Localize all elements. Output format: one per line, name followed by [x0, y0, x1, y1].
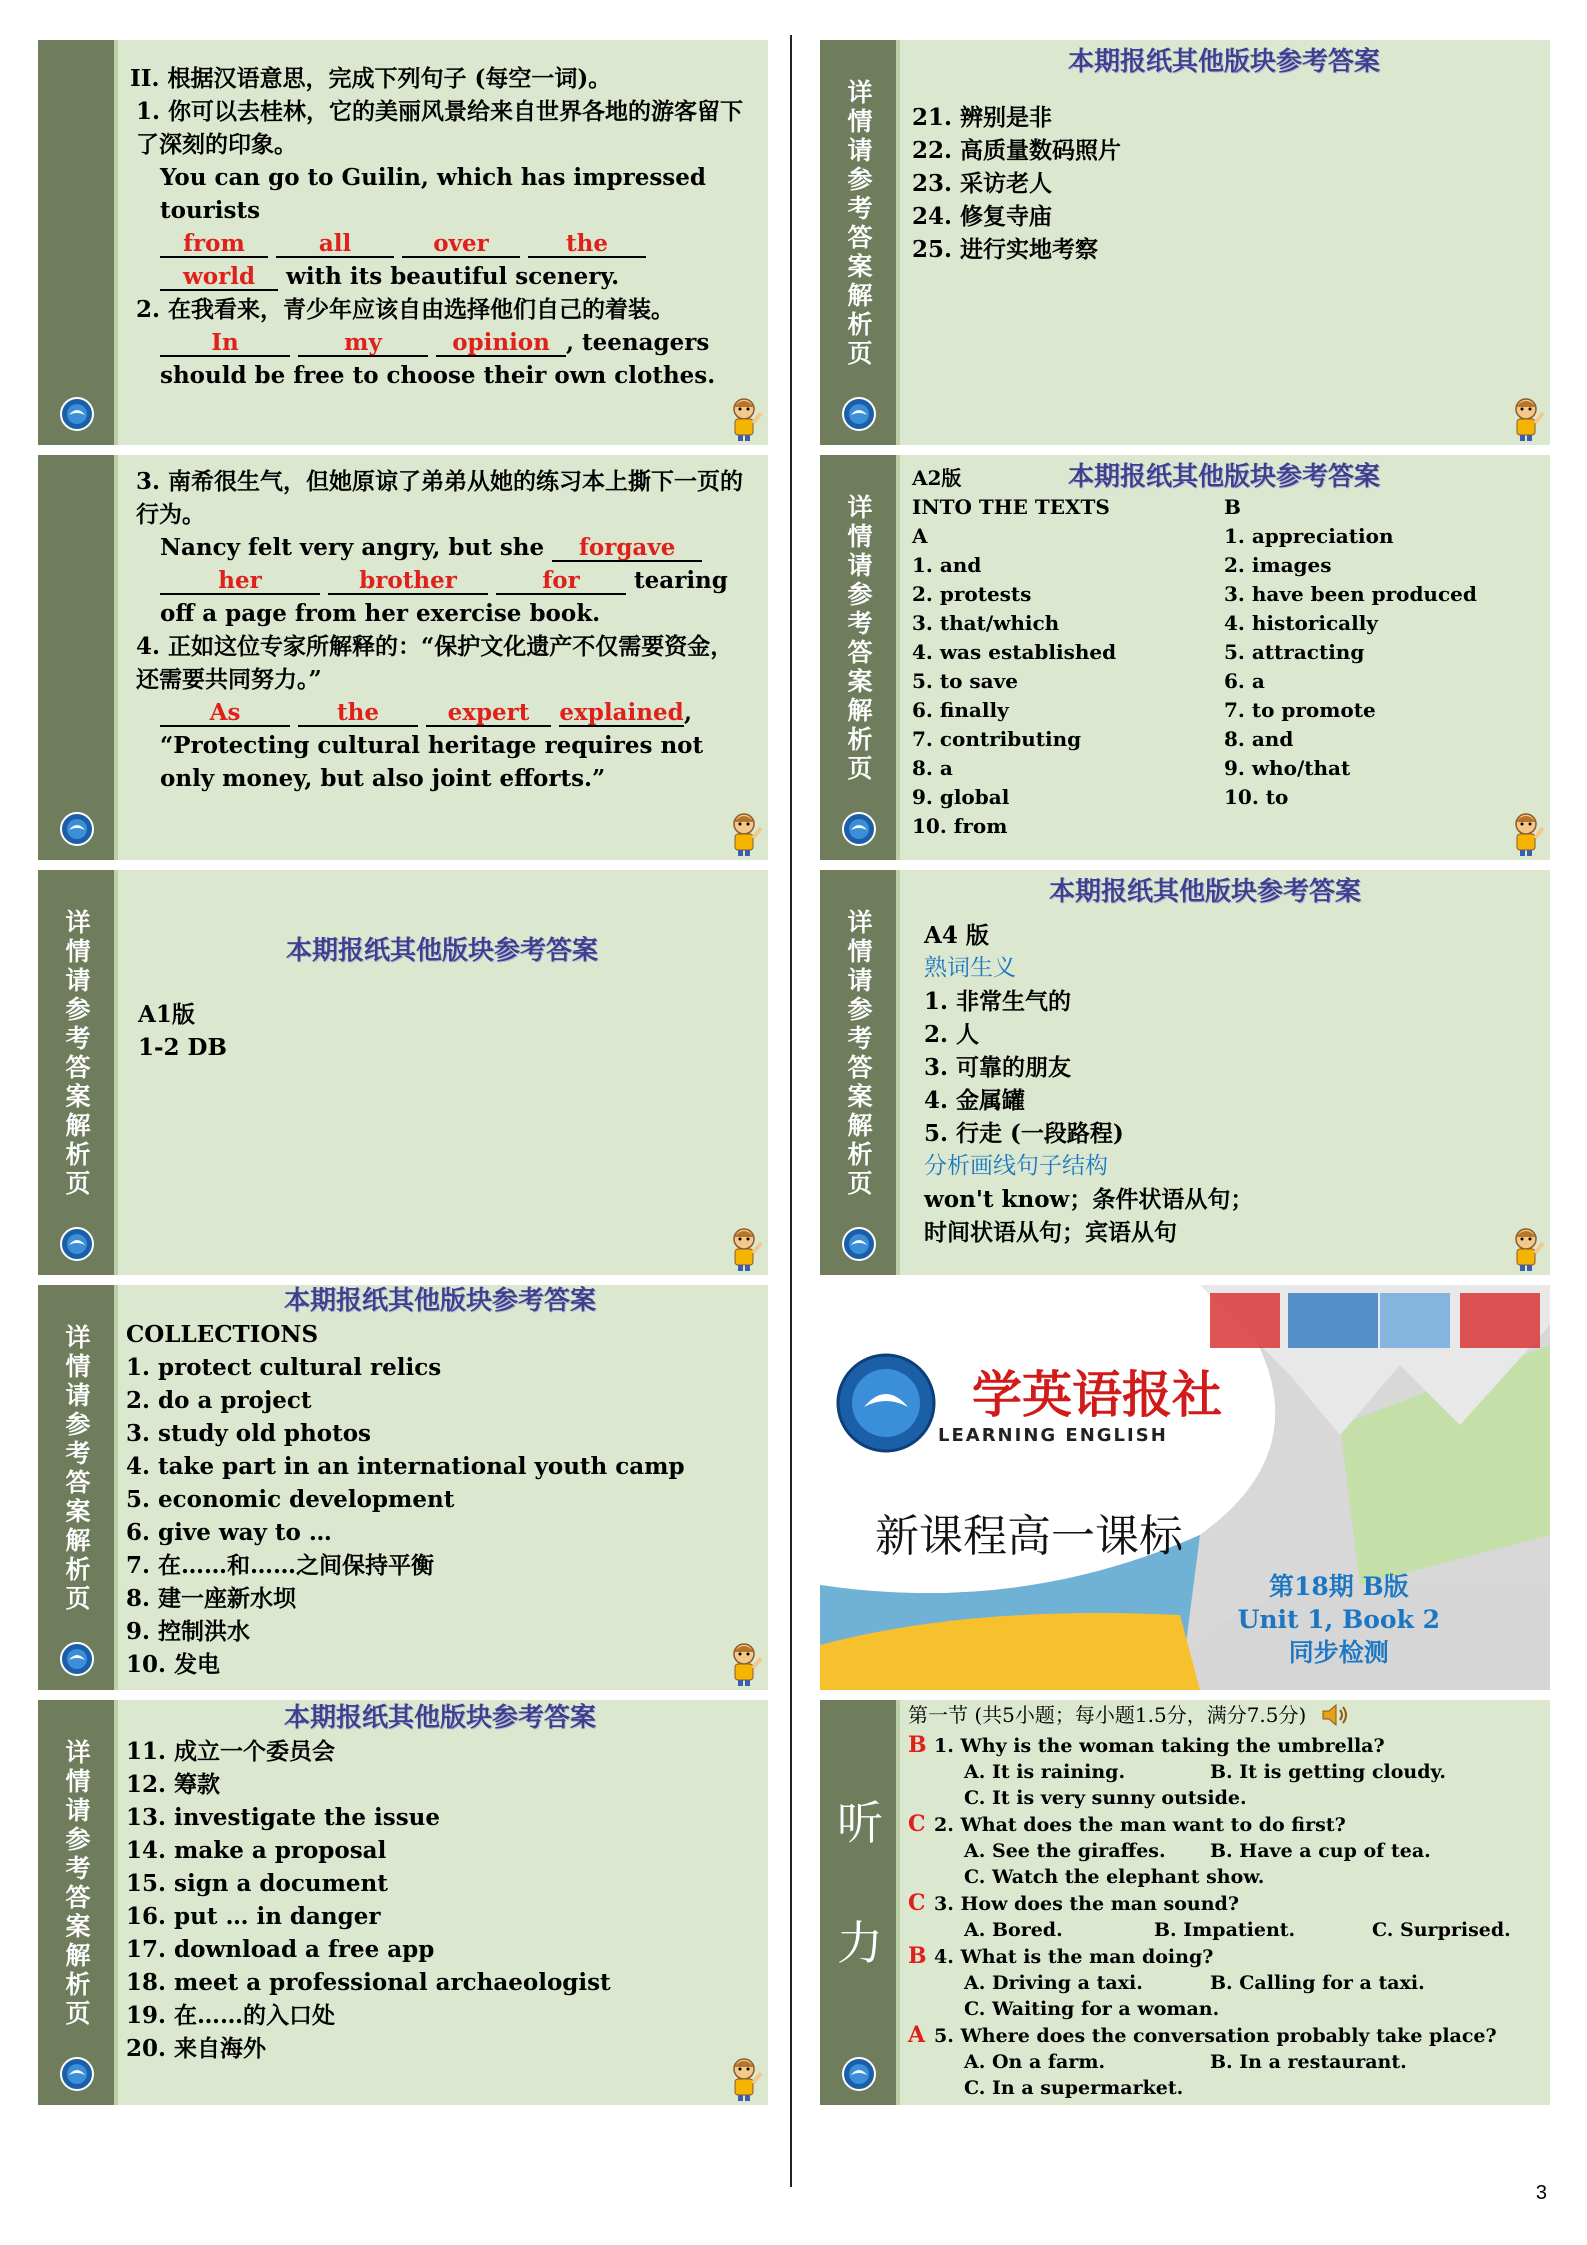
q4-option-a: A. Driving a taxi. [964, 1972, 1143, 1994]
list-item: 2. images [1224, 553, 1332, 577]
list-item: 9. global [912, 785, 1010, 809]
q2-blank-2: my [298, 331, 428, 357]
list-item: 22. 高质量数码照片 [912, 137, 1122, 164]
side-label: 详 情 请 参 考 答 案 解 析 页 [847, 907, 873, 1198]
column-divider [790, 35, 792, 2187]
list-item: 1. protect cultural relics [126, 1354, 442, 1381]
q1-option-a: A. It is raining. [964, 1761, 1126, 1783]
a2-edition: A2版 [912, 466, 962, 490]
q3-text: 3. How does the man sound? [934, 1893, 1239, 1915]
q3-blank-3: brother [328, 569, 488, 595]
press-english: LEARNING ENGLISH [938, 1425, 1168, 1446]
press-logo-icon [60, 812, 94, 846]
course-title: 新课程高一课标 [875, 1511, 1183, 1562]
list-item: 16. put … in danger [126, 1903, 381, 1930]
slide-a2-answers [820, 455, 1550, 860]
q1-chinese: 1. 你可以去桂林，它的美丽风景给来自世界各地的游客留下了深刻的印象。 [136, 98, 744, 158]
a1-edition: A1版 [138, 1001, 195, 1028]
a4-subheading-1: 熟词生义 [924, 955, 1016, 981]
exercise-heading: II. 根据汉语意思，完成下列句子 (每空一词)。 [130, 65, 612, 92]
list-item: 20. 来自海外 [126, 2035, 267, 2062]
press-logo-icon [60, 1227, 94, 1261]
a4-line-1: won't know；条件状语从句； [924, 1186, 1254, 1213]
q1-answer: B [908, 1732, 927, 1758]
q3-tail: tearing [634, 567, 728, 594]
list-item: 12. 筹款 [126, 1771, 221, 1798]
q1-tail: with its beautiful scenery. [286, 263, 620, 290]
press-logo-icon [842, 2057, 876, 2091]
q5-option-b: B. In a restaurant. [1210, 2051, 1407, 2073]
q1-blank-4: the [528, 232, 646, 258]
list-item: 9. who/that [1224, 756, 1351, 780]
list-item: 13. investigate the issue [126, 1804, 441, 1831]
kind-label: 同步检测 [1288, 1638, 1389, 1667]
press-logo-icon [60, 1642, 94, 1676]
list-item: 7. 在……和……之间保持平衡 [126, 1552, 435, 1579]
q3-chinese: 3. 南希很生气，但她原谅了弟弟从她的练习本上撕下一页的行为。 [136, 468, 744, 528]
q1-english: You can go to Guilin, which has impressed tourists [160, 164, 706, 224]
q2-option-c: C. Watch the elephant show. [964, 1866, 1265, 1888]
side-label: 详 情 请 参 考 答 案 解 析 页 [847, 77, 873, 368]
q1-text: 1. Why is the woman taking the umbrella? [934, 1735, 1385, 1757]
q3-option-b: B. Impatient. [1154, 1919, 1296, 1941]
list-item: 7. contributing [912, 727, 1082, 751]
q2-blank-1: In [160, 331, 290, 357]
slide-a4-answers [820, 870, 1550, 1275]
list-item: 2. do a project [126, 1387, 312, 1414]
q2-text: 2. What does the man want to do first? [934, 1814, 1346, 1836]
q4-option-c: C. Waiting for a woman. [964, 1998, 1220, 2020]
list-item: 4. 金属罐 [924, 1087, 1026, 1114]
list-item: 24. 修复寺庙 [912, 203, 1053, 230]
q3-blank-1: forgave [552, 536, 702, 562]
list-item: 1. and [912, 553, 982, 577]
a4-edition: A4 版 [924, 922, 989, 949]
list-item: 23. 采访老人 [912, 170, 1053, 197]
side-label: 详 情 请 参 考 答 案 解 析 页 [847, 492, 873, 783]
list-item: 5. to save [912, 669, 1018, 693]
a1-answer: 1-2 DB [138, 1034, 227, 1061]
slide-collections [38, 1285, 768, 1690]
slide-translation-2: 3. 南希很生气，但她原谅了弟弟从她的练习本上撕下一页的行为。 Nancy felt very angry, but she forgave her brother for tearing off a page from her exercise book. 4. 正如这位专家所解释的：“保护文化遗产不仅需要资金，还需要共同努力。” As the expert explained, “Protecting cultural heritage requires not only money, but also joint efforts.” [38, 455, 768, 860]
a4-line-2: 时间状语从句；宾语从句 [924, 1219, 1177, 1246]
list-item: 15. sign a document [126, 1870, 388, 1897]
list-item: 25. 进行实地考察 [912, 236, 1099, 263]
list-item: 3. that/which [912, 611, 1060, 635]
q3-option-a: A. Bored. [964, 1919, 1063, 1941]
list-item: 10. from [912, 814, 1008, 838]
slide-side-bar [38, 40, 118, 445]
q1-option-b: B. It is getting cloudy. [1210, 1761, 1446, 1783]
list-item: 17. download a free app [126, 1936, 435, 1963]
list-item: 3. 可靠的朋友 [924, 1054, 1072, 1081]
q5-answer: A [908, 2022, 926, 2048]
q3-english: Nancy felt very angry, but she [160, 534, 545, 561]
issue-label: 第18期 B版 [1268, 1572, 1409, 1601]
press-logo-icon [842, 1227, 876, 1261]
slide-cover [820, 1285, 1550, 1690]
list-item: 7. to promote [1224, 698, 1376, 722]
list-item: 10. to [1224, 785, 1289, 809]
list-item: 2. 人 [924, 1021, 980, 1048]
q1-blank-1: from [160, 232, 268, 258]
list-item: 3. study old photos [126, 1420, 371, 1447]
unit-label: Unit 1, Book 2 [1237, 1605, 1440, 1634]
list-item: 14. make a proposal [126, 1837, 387, 1864]
list-item: 19. 在……的入口处 [126, 2002, 336, 2029]
list-item: 1. 非常生气的 [924, 988, 1072, 1015]
list-item: 8. 建一座新水坝 [126, 1585, 297, 1612]
press-logo-icon [60, 2057, 94, 2091]
list-item: 4. historically [1224, 611, 1378, 635]
q2-english: should be free to choose their own clothes. [160, 362, 716, 389]
q2-chinese: 2. 在我看来，青少年应该自由选择他们自己的着装。 [136, 296, 675, 323]
q3-answer: C [908, 1890, 926, 1916]
section-title: 本期报纸其他版块参考答案 [283, 1703, 596, 1733]
q1-blank-5: world [160, 265, 278, 291]
page-number: 3 [1535, 2182, 1547, 2204]
q2-tail: , teenagers [566, 329, 710, 356]
list-item: 8. and [1224, 727, 1294, 751]
q3-english-2: off a page from her exercise book. [160, 600, 601, 627]
list-item: 5. attracting [1224, 640, 1365, 664]
list-item: 8. a [912, 756, 953, 780]
list-item: 10. 发电 [126, 1651, 221, 1678]
q2-option-b: B. Have a cup of tea. [1210, 1840, 1431, 1862]
list-item: 3. have been produced [1224, 582, 1477, 606]
section-title: 本期报纸其他版块参考答案 [285, 936, 598, 966]
list-item: 4. was established [912, 640, 1117, 664]
section-title: 本期报纸其他版块参考答案 [283, 1286, 596, 1316]
section-title: 本期报纸其他版块参考答案 [1048, 877, 1361, 907]
list-item: 9. 控制洪水 [126, 1618, 251, 1645]
q2-option-a: A. See the giraffes. [964, 1840, 1166, 1862]
slide-side-bar [38, 455, 118, 860]
q5-option-a: A. On a farm. [964, 2051, 1106, 2073]
list-item: 11. 成立一个委员会 [126, 1738, 336, 1765]
collections-heading: COLLECTIONS [126, 1321, 319, 1348]
q4-option-b: B. Calling for a taxi. [1210, 1972, 1425, 1994]
q4-blank-1: As [160, 701, 290, 727]
list-item: 6. give way to … [126, 1519, 332, 1546]
col-b-heading: B [1224, 495, 1241, 519]
list-item: 5. economic development [126, 1486, 455, 1513]
list-item: 6. a [1224, 669, 1265, 693]
list-item: 5. 行走 (一段路程) [924, 1120, 1124, 1147]
q1-blank-2: all [276, 232, 394, 258]
list-item: 4. take part in an international youth camp [126, 1453, 685, 1480]
press-logo-icon [842, 397, 876, 431]
q1-option-c: C. It is very sunny outside. [964, 1787, 1247, 1809]
q4-blank-4: explained [559, 699, 684, 726]
a2-subheading: INTO THE TEXTS [912, 495, 1110, 519]
q4-text: 4. What is the man doing? [934, 1946, 1214, 1968]
q4-blank-3: expert [426, 701, 551, 727]
press-name: 学英语报社 [972, 1365, 1222, 1424]
listening-heading: 第一节 (共5小题；每小题1.5分，满分7.5分) [908, 1703, 1307, 1727]
q5-option-c: C. In a supermarket. [964, 2077, 1184, 2099]
side-label: 详 情 请 参 考 答 案 解 析 页 [65, 907, 91, 1198]
q3-blank-2: her [160, 569, 320, 595]
list-item: 2. protests [912, 582, 1032, 606]
press-logo-icon [842, 812, 876, 846]
q4-english: “Protecting cultural heritage requires not only money, but also joint efforts.” [160, 732, 704, 792]
q2-answer: C [908, 1811, 926, 1837]
section-title: 本期报纸其他版块参考答案 [1067, 47, 1380, 77]
press-logo-icon [60, 397, 94, 431]
q2-blank-3: opinion [436, 331, 566, 357]
q3-blank-4: for [496, 569, 626, 595]
a4-subheading-2: 分析画线句子结构 [924, 1153, 1108, 1179]
section-title: 本期报纸其他版块参考答案 [1067, 462, 1380, 492]
col-a-heading: A [912, 524, 928, 548]
slide-translation-1 [38, 40, 768, 445]
q4-chinese: 4. 正如这位专家所解释的：“保护文化遗产不仅需要资金，还需要共同努力。” [136, 633, 734, 693]
speaker-icon[interactable] [1320, 1702, 1350, 1728]
slide-answers-21-25 [820, 40, 1550, 445]
q4-answer: B [908, 1943, 927, 1969]
slide-a1-answers [38, 870, 768, 1275]
q5-text: 5. Where does the conversation probably take place? [934, 2025, 1497, 2047]
side-label: 详 情 请 参 考 答 案 解 析 页 [65, 1737, 91, 2028]
listening-side-label: 听 力 [837, 1795, 883, 1970]
list-item: 18. meet a professional archaeologist [126, 1969, 611, 1996]
q3-option-c: C. Surprised. [1372, 1919, 1511, 1941]
slide-listening [820, 1700, 1550, 2105]
slide-answers-11-20 [38, 1700, 768, 2105]
q1-blank-3: over [402, 232, 520, 258]
side-label: 详 情 请 参 考 答 案 解 析 页 [65, 1322, 91, 1613]
list-item: 21. 辨别是非 [912, 104, 1053, 131]
cover-background [820, 1285, 1550, 1690]
list-item: 6. finally [912, 698, 1009, 722]
q4-blank-2: the [298, 701, 418, 727]
list-item: 1. appreciation [1224, 524, 1394, 548]
